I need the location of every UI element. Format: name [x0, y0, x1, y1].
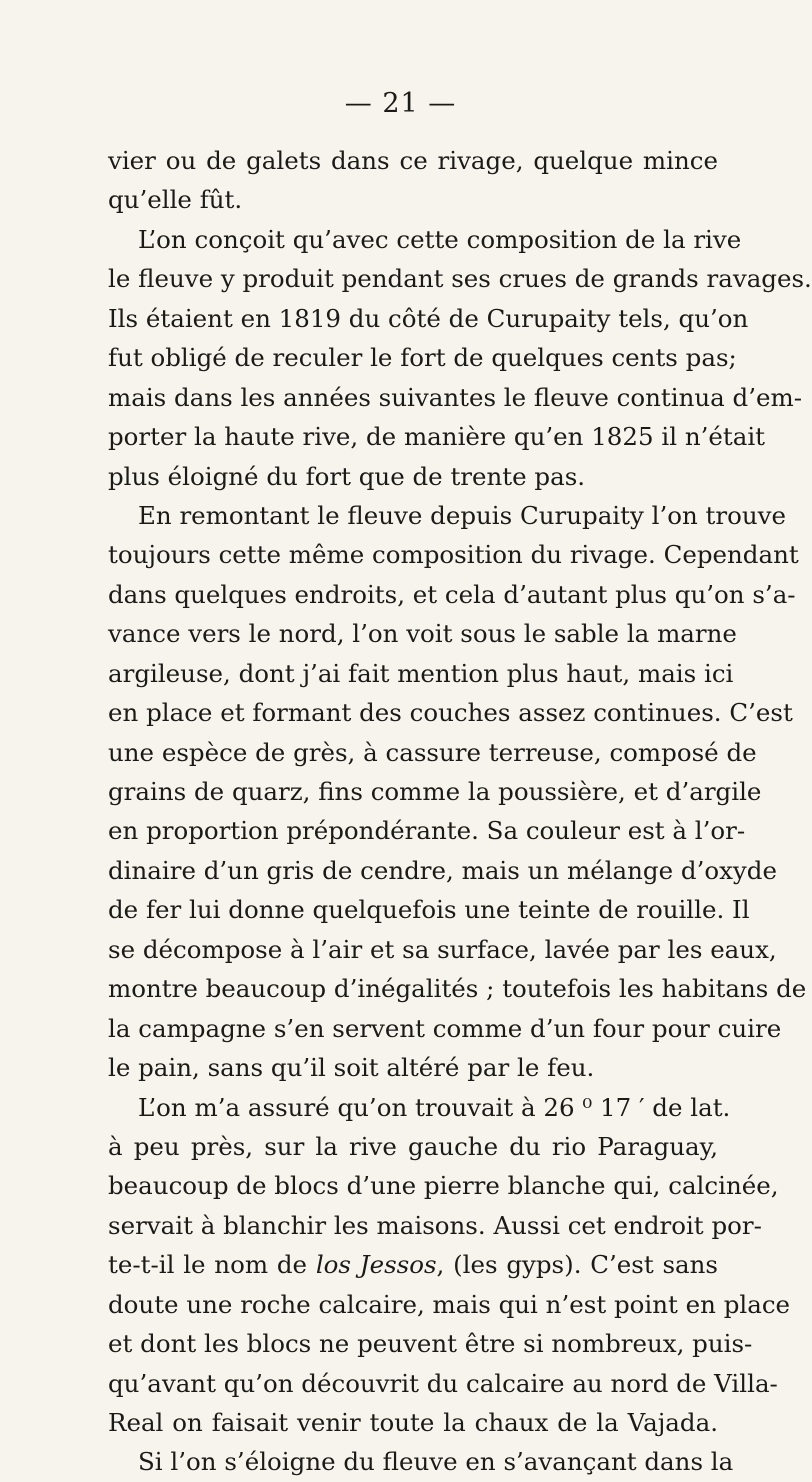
italic-term: los Jessos [315, 1250, 437, 1280]
page-number: — 21 — [344, 88, 457, 119]
paragraph-start-line: En remontant le fleuve depuis Curupaity l’on trouve [138, 500, 786, 530]
text-line: montre beaucoup d’inégalités ; toutefois les habitans de [108, 974, 807, 1004]
text-line: une espèce de grès, à cassure terreuse, composé de [108, 737, 757, 767]
text-line: grains de quarz, fins comme la poussière, et d’argile [108, 777, 762, 806]
text-line: à peu près, sur la rive gauche du rio Paraguay, [108, 1131, 718, 1161]
text-segment: , (les gyps). C’est sans [436, 1250, 719, 1280]
text-line: fut obligé de reculer le fort de quelques cents pas; [108, 343, 737, 373]
text-line: Real on faisait venir toute la chaux de la Vajada. [108, 1408, 718, 1437]
text-line: mais dans les années suivantes le fleuve continua d’em- [108, 382, 803, 412]
text-line: de fer lui donne quelquefois une teinte de rouille. Il [108, 895, 750, 925]
text-line: beaucoup de blocs d’une pierre blanche qui, calcinée, [108, 1171, 779, 1201]
text-line: Ils étaient en 1819 du côté de Curupaity tels, qu’on [108, 303, 749, 333]
text-segment: te-t-il le nom de [108, 1250, 308, 1280]
text-line: dinaire d’un gris de cendre, mais un mélange d’oxyde [108, 855, 777, 885]
text-line: le pain, sans qu’il soit altéré par le feu. [108, 1053, 595, 1083]
paragraph-start-line: L’on m’a assuré qu’on trouvait à 26 ⁰ 17 ′ de lat. [138, 1092, 731, 1122]
text-line: vance vers le nord, l’on voit sous le sable la marne [108, 619, 737, 649]
text-line: argileuse, dont j’ai fait mention plus haut, mais ici [108, 658, 734, 688]
body-text [108, 141, 812, 1482]
paragraph-start-line: L’on conçoit qu’avec cette composition de la rive [138, 224, 742, 254]
text-line: porter la haute rive, de manière qu’en 1825 il n’était [108, 422, 766, 452]
text-line: doute une roche calcaire, mais qui n’est point en place [108, 1289, 791, 1319]
text-line: servait à blanchir les maisons. Aussi cet endroit por- [108, 1210, 762, 1240]
text-line: le fleuve y produit pendant ses crues de grands ravages. [108, 264, 812, 294]
text-line: qu’elle fût. [108, 185, 243, 215]
text-line: en place et formant des couches assez continues. C’est [108, 698, 793, 728]
text-line: vier ou de galets dans ce rivage, quelque mince [108, 146, 718, 175]
text-line: plus éloigné du fort que de trente pas. [108, 461, 586, 491]
text-line-with-italic [108, 1245, 718, 1284]
text-line: la campagne s’en servent comme d’un four pour cuire [108, 1013, 782, 1043]
paragraph-start-line: Si l’on s’éloigne du fleuve en s’avançant dans la [138, 1447, 734, 1477]
text-line: en proportion prépondérante. Sa couleur est à l’or- [108, 816, 746, 846]
text-line: dans quelques endroits, et cela d’autant plus qu’on s’a- [108, 579, 796, 609]
text-line: qu’avant qu’on découvrit du calcaire au nord de Villa- [108, 1368, 778, 1398]
text-line: se décompose à l’air et sa surface, lavée par les eaux, [108, 934, 777, 964]
text-line: et dont les blocs ne peuvent être si nombreux, puis- [108, 1329, 753, 1359]
text-line: toujours cette même composition du rivage. Cependant [108, 540, 799, 570]
